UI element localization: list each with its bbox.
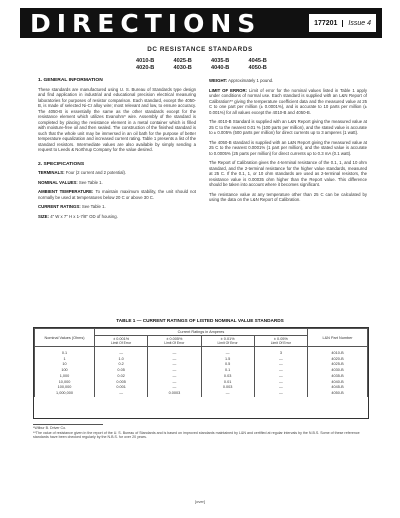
col-error-sub: Limit Of Error	[217, 341, 238, 345]
spec-value: Four (2 current and 2 potential).	[65, 170, 127, 175]
cell-nominal: 1,000,000	[35, 391, 95, 397]
cell-b: —	[148, 368, 201, 374]
col-error-top: ± 0.05%	[273, 337, 288, 341]
cell-part: 4030-B	[308, 368, 368, 374]
spec-ambient-temperature	[38, 189, 196, 200]
spec-label: AMBIENT TEMPERATURE:	[38, 189, 94, 194]
cell-d: —	[254, 357, 307, 363]
paragraph-4010b: The 4010-B Standard is supplied with an L&N Report giving the measured value at 25 C to the nearest 0.01 % (100 parts per million), and the stated value is accurate to ± 0.005% (500 parts per million) for direct currents up to 3 amperes (1 watt).	[209, 119, 367, 135]
cell-a: 0.001	[95, 385, 148, 391]
cell-part: 4010-B	[308, 347, 368, 357]
cell-d: —	[254, 385, 307, 391]
cell-b: —	[148, 347, 201, 357]
cell-d: —	[254, 368, 307, 374]
doc-number: 177201	[309, 20, 343, 27]
cell-c: —	[201, 347, 254, 357]
col-error-d	[254, 336, 307, 347]
cell-b: —	[148, 385, 201, 391]
cell-part: 4020-B	[308, 357, 368, 363]
cell-d: —	[254, 374, 307, 380]
col-error-c	[201, 336, 254, 347]
spec-label: CURRENT RATINGS:	[38, 204, 81, 209]
col-part-number: L&N Part Number	[308, 329, 368, 347]
cell-a: 0.005	[95, 380, 148, 386]
model-number: 4020-B	[136, 65, 155, 71]
cell-b: 0.0003	[148, 391, 201, 397]
cell-c: 0.003	[201, 385, 254, 391]
col-error-sub: Limit Of Error	[270, 341, 291, 345]
doc-id-box	[309, 14, 376, 32]
header-bar	[20, 8, 382, 38]
spec-limit-of-error	[209, 88, 367, 116]
right-column	[209, 78, 367, 207]
cell-c: 1.5	[201, 357, 254, 363]
model-number: 4010-B	[136, 58, 155, 64]
spec-size	[38, 214, 196, 220]
cell-c: 0.01	[201, 380, 254, 386]
cell-nominal: 10	[35, 362, 95, 368]
col-error-a	[95, 336, 148, 347]
general-info-paragraph: These standards are manufactured using U. S. Bureau of Standards type design and find application in industrial and educational precision electrical measuring laboratories for purposes of resistor comparison. Each standard, except the 4050-B, is made of selected Ni-Cr alloy wire; most relevant and low, to ensure accuracy. The 4050-B is essentially the same as the other standards except for the resistance element which utilizes Evanohm* wire. Assembly of the standard is completed by placing the resistance element in a metal container which is filled with moisture-free oil and then sealed. The construction of the finished standard is such that the whole unit may be immersed in an oil bath for the purpose of better temperature equalization and increased current rating. Table 1 presents a list of the standard resistors. Intermediate values are also available by simply sending a request to Leeds & Northrup Company for the value desired.	[38, 86, 196, 152]
issue-label: Issue 4	[348, 19, 371, 27]
spec-label: LIMIT OF ERROR:	[209, 87, 248, 93]
table-title: TABLE 1 — CURRENT RATINGS OF LISTED NOMINAL VALUE STANDARDS	[116, 318, 284, 323]
page-continuation-mark: [over]	[194, 499, 205, 504]
section-heading-specifications: 2. SPECIFICATIONS	[38, 161, 85, 167]
page-title: DC RESISTANCE STANDARDS	[147, 46, 253, 53]
col-error-b	[148, 336, 201, 347]
cell-nominal: 0.1	[35, 347, 95, 357]
model-number: 4050-B	[248, 65, 267, 71]
cell-part: 4040-B	[308, 380, 368, 386]
cell-part: 4025-B	[308, 362, 368, 368]
cell-a: —	[95, 391, 148, 397]
model-number: 4025-B	[173, 58, 192, 64]
cell-a: 0.02	[95, 374, 148, 380]
footnote-1: *Wilbur B. Driver Co.	[33, 426, 67, 430]
col-error-top: ± 0.01%	[220, 337, 235, 341]
cell-nominal: 100,000	[35, 385, 95, 391]
cell-b: —	[148, 374, 201, 380]
model-number: 4030-B	[173, 65, 192, 71]
cell-c: 0.5	[201, 362, 254, 368]
table-row	[35, 391, 368, 397]
spec-label: WEIGHT:	[209, 78, 228, 83]
cell-nominal: 1	[35, 357, 95, 363]
paragraph-report: The Report of Calibration gives the 4-terminal resistance of the 0.1, 1, and 10 ohm standard, and the 2-terminal resistance for the higher value standards, measured at 25 C. If the 0.1, 1, or 10 ohm standards are used as 2-terminal resistors, the resistance value is 0.00035 ohm higher than the Report value. This difference should be taken into account where it becomes significant.	[209, 160, 367, 187]
spec-value: See Table 1.	[78, 179, 103, 185]
table-row	[35, 347, 368, 357]
spec-value: 4" W x 7" H x 1-7/8" OD of housing.	[50, 213, 118, 219]
spec-label: NOMINAL VALUES:	[38, 179, 78, 185]
cell-a: 1.0	[95, 357, 148, 363]
paragraph-4050b: The 4050-B standard is supplied with an L&N Report giving the measured value at 25 C to the nearest 0.0001% (1 part per million), and the stated value is accurate to 0.0005% (25 parts per million) for direct currents up to 0.3 mA (0.1 watt).	[209, 139, 367, 156]
cell-d: —	[254, 362, 307, 368]
cell-d: —	[254, 380, 307, 386]
cell-part: 4045-B	[308, 385, 368, 391]
cell-a: —	[95, 347, 148, 357]
col-error-top: ± 0.001%	[113, 337, 130, 341]
cell-d: 3	[254, 347, 307, 357]
model-numbers	[136, 58, 286, 71]
model-number: 4040-B	[211, 65, 230, 71]
model-number: 4045-B	[248, 58, 267, 64]
cell-c: 0.03	[201, 374, 254, 380]
cell-part: 4035-B	[308, 374, 368, 380]
cell-part: 4050-B	[308, 391, 368, 397]
spec-terminals	[38, 170, 196, 176]
spec-label: SIZE:	[38, 213, 49, 219]
doc-header-title: DIRECTIONS	[30, 8, 262, 38]
spec-nominal-values	[38, 180, 196, 186]
col-group-current: Current Ratings in Amperes	[95, 329, 308, 336]
footnote-2: **The value of resistance given in the report of the U. S. Bureau of Standards and is based on improved standards maintained by L&N and certified at regular intervals by the N.B.S. Some of these reference standards have been checked regularly by the N.B.S. for over 20 years.	[33, 430, 360, 439]
spec-weight	[209, 78, 367, 84]
ratings-table	[33, 327, 369, 419]
cell-nominal: 100	[35, 368, 95, 374]
cell-a: 0.2	[95, 362, 148, 368]
col-error-sub: Limit Of Error	[111, 341, 132, 345]
col-error-sub: Limit Of Error	[164, 341, 185, 345]
cell-nominal: 10,000	[35, 380, 95, 386]
cell-d: —	[254, 391, 307, 397]
paragraph-temperature: The resistance value at any temperature other than 25 C can be calculated by using the data on the L&N Report of Calibration.	[209, 191, 367, 202]
spec-current-ratings	[38, 204, 196, 210]
cell-nominal: 1,000	[35, 374, 95, 380]
spec-value: Approximately 1 pound.	[228, 78, 274, 83]
footnote-rule	[33, 424, 103, 425]
left-column	[38, 78, 196, 223]
spec-value: See Table 1.	[81, 204, 106, 209]
footnotes	[33, 426, 369, 440]
model-number: 4035-B	[211, 58, 230, 64]
cell-c: —	[201, 391, 254, 397]
col-error-top: ± 0.005%	[166, 337, 183, 341]
spec-label: TERMINALS:	[38, 170, 65, 175]
cell-b: —	[148, 357, 201, 363]
cell-c: 0.1	[201, 368, 254, 374]
cell-b: —	[148, 362, 201, 368]
cell-a: 0.05	[95, 368, 148, 374]
col-nominal: Nominal Values (Ohms)	[35, 329, 95, 347]
section-heading-general: 1. GENERAL INFORMATION	[38, 78, 103, 83]
spec-value: Limit of error for the nominal values listed in Table 1 apply under conditions of normal use. Each standard is supplied with an L&N Report of Calibration** giving the temperature coefficient data and the measured value at 25 C to one part per million (± 0.0001%), and is accurate to 10 parts per million (± 0.001%) for all values except the 4010-B and 4050-B.	[209, 87, 367, 115]
cell-b: —	[148, 380, 201, 386]
spec-value: To maintain maximum stability, the unit should not normally be used at temperatures below 20 C or above 30 C.	[38, 189, 196, 200]
